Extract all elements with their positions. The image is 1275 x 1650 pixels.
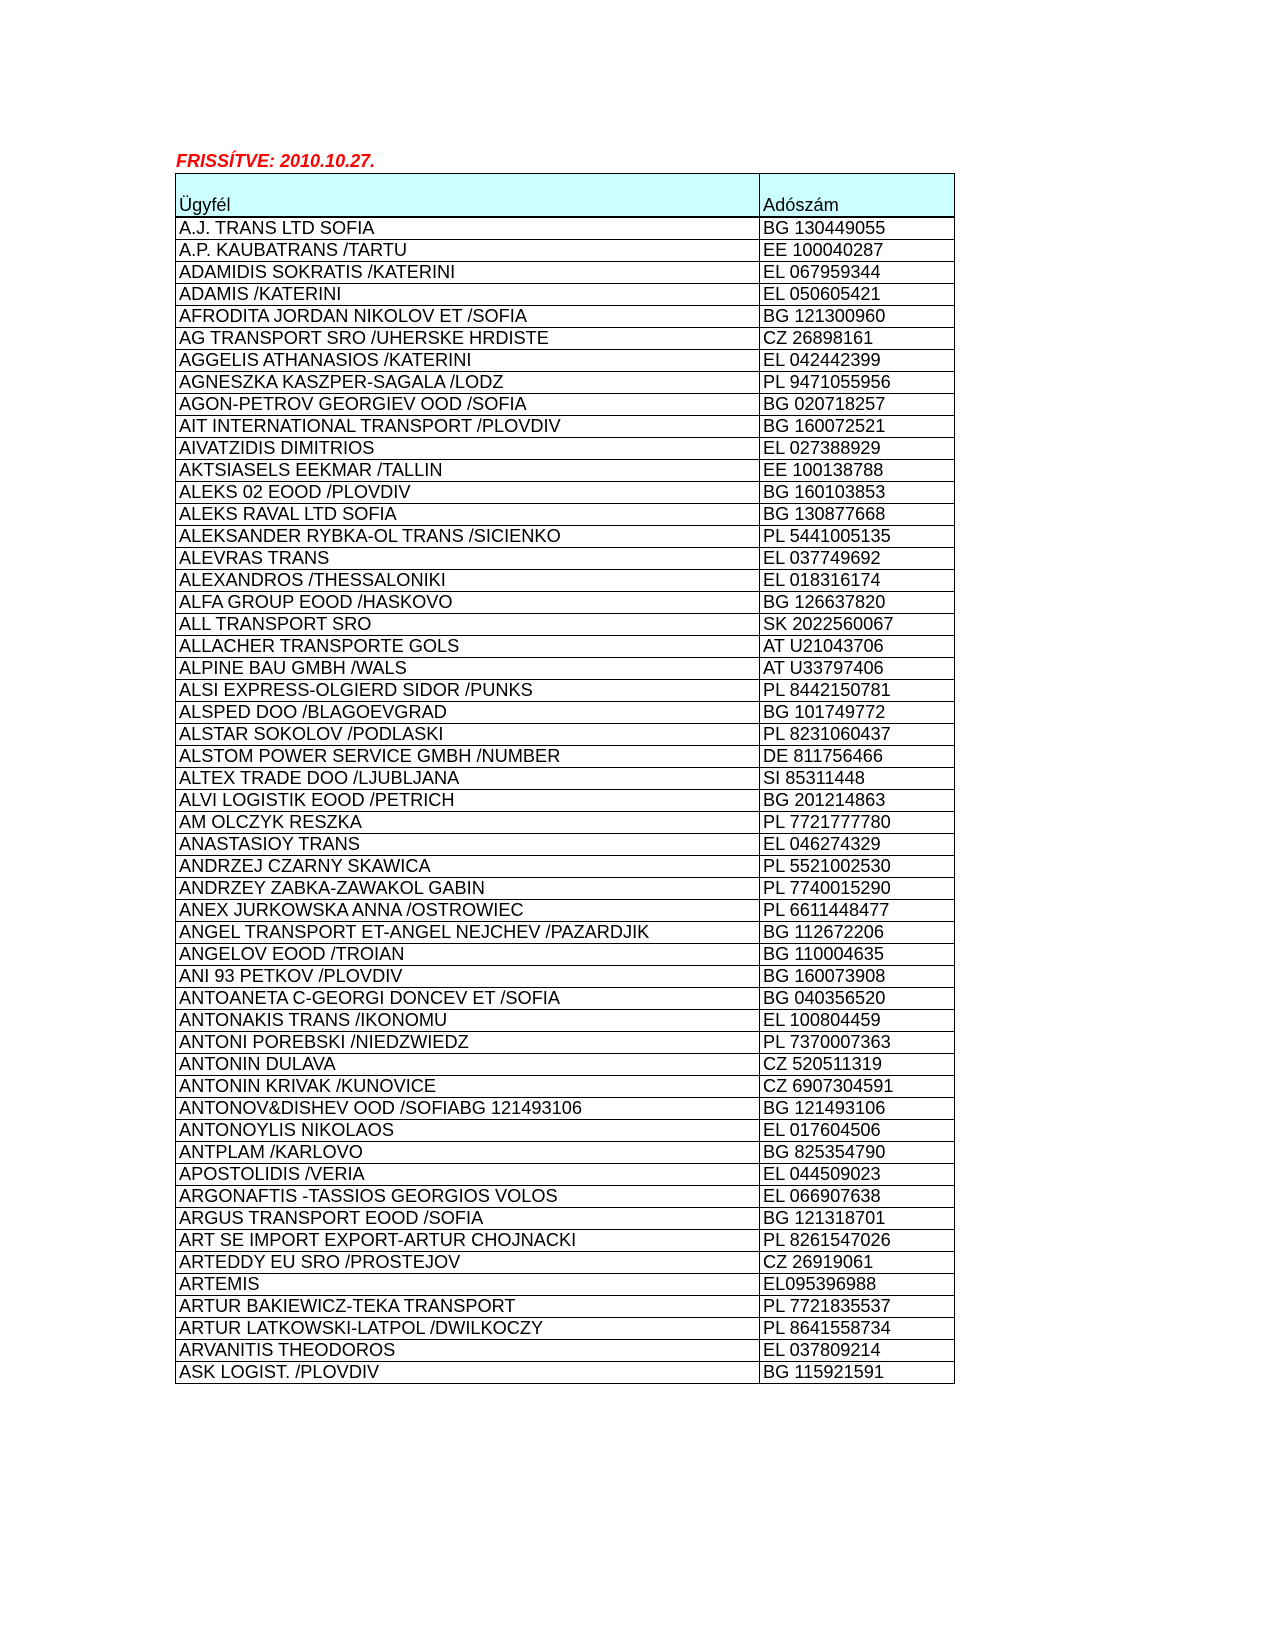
client-name-cell: ART SE IMPORT EXPORT-ARTUR CHOJNACKI xyxy=(176,1229,760,1251)
tax-number-cell: BG 130877668 xyxy=(760,503,955,525)
client-name-cell: ALSI EXPRESS-OLGIERD SIDOR /PUNKS xyxy=(176,679,760,701)
client-name-cell: ALEVRAS TRANS xyxy=(176,547,760,569)
client-name-cell: ANDRZEJ CZARNY SKAWICA xyxy=(176,855,760,877)
tax-number-cell: EL095396988 xyxy=(760,1273,955,1295)
table-row xyxy=(176,1339,955,1361)
tax-number-cell: BG 112672206 xyxy=(760,921,955,943)
tax-number-cell: EL 027388929 xyxy=(760,437,955,459)
tax-number-cell: BG 201214863 xyxy=(760,789,955,811)
client-name-cell: AGNESZKA KASZPER-SAGALA /LODZ xyxy=(176,371,760,393)
table-row xyxy=(176,393,955,415)
table-row xyxy=(176,811,955,833)
tax-number-cell: BG 130449055 xyxy=(760,217,955,240)
table-row xyxy=(176,1119,955,1141)
client-name-cell: ARTEMIS xyxy=(176,1273,760,1295)
table-row xyxy=(176,1053,955,1075)
tax-number-cell: BG 040356520 xyxy=(760,987,955,1009)
client-name-cell: ANTPLAM /KARLOVO xyxy=(176,1141,760,1163)
tax-number-cell: PL 7721835537 xyxy=(760,1295,955,1317)
tax-number-cell: EL 067959344 xyxy=(760,261,955,283)
client-name-cell: AIVATZIDIS DIMITRIOS xyxy=(176,437,760,459)
client-name-cell: ALSPED DOO /BLAGOEVGRAD xyxy=(176,701,760,723)
table-row xyxy=(176,987,955,1009)
tax-number-cell: PL 6611448477 xyxy=(760,899,955,921)
table-row xyxy=(176,283,955,305)
table-row xyxy=(176,349,955,371)
updated-date-label: FRISSÍTVE: 2010.10.27. xyxy=(176,151,376,171)
tax-number-cell: BG 121493106 xyxy=(760,1097,955,1119)
table-row xyxy=(176,1361,955,1383)
table-row xyxy=(176,371,955,393)
client-name-cell: AFRODITA JORDAN NIKOLOV ET /SOFIA xyxy=(176,305,760,327)
table-row xyxy=(176,635,955,657)
client-name-cell: ANTONIN KRIVAK /KUNOVICE xyxy=(176,1075,760,1097)
table-row xyxy=(176,1251,955,1273)
tax-number-cell: CZ 6907304591 xyxy=(760,1075,955,1097)
table-row xyxy=(176,1009,955,1031)
client-name-cell: ALL TRANSPORT SRO xyxy=(176,613,760,635)
client-name-cell: ARGUS TRANSPORT EOOD /SOFIA xyxy=(176,1207,760,1229)
table-row xyxy=(176,217,955,240)
header-tax-number: Adószám xyxy=(760,174,955,217)
table-row xyxy=(176,723,955,745)
tax-number-cell: BG 121318701 xyxy=(760,1207,955,1229)
tax-number-cell: SI 85311448 xyxy=(760,767,955,789)
tax-number-cell: CZ 26919061 xyxy=(760,1251,955,1273)
tax-number-cell: PL 8641558734 xyxy=(760,1317,955,1339)
table-row xyxy=(176,481,955,503)
tax-number-cell: DE 811756466 xyxy=(760,745,955,767)
table-row xyxy=(176,1185,955,1207)
tax-number-cell: EL 037749692 xyxy=(760,547,955,569)
client-name-cell: AKTSIASELS EEKMAR /TALLIN xyxy=(176,459,760,481)
tax-number-cell: CZ 26898161 xyxy=(760,327,955,349)
tax-number-cell: AT U21043706 xyxy=(760,635,955,657)
tax-number-cell: PL 8442150781 xyxy=(760,679,955,701)
table-row xyxy=(176,239,955,261)
table-row xyxy=(176,921,955,943)
client-name-cell: ASK LOGIST. /PLOVDIV xyxy=(176,1361,760,1383)
table-row xyxy=(176,1229,955,1251)
client-name-cell: ALTEX TRADE DOO /LJUBLJANA xyxy=(176,767,760,789)
table-row xyxy=(176,327,955,349)
tax-number-cell: PL 7370007363 xyxy=(760,1031,955,1053)
tax-number-cell: EL 044509023 xyxy=(760,1163,955,1185)
client-name-cell: A.J. TRANS LTD SOFIA xyxy=(176,217,760,240)
tax-number-cell: EL 018316174 xyxy=(760,569,955,591)
tax-number-cell: EL 100804459 xyxy=(760,1009,955,1031)
table-header-row xyxy=(176,174,955,217)
client-name-cell: ANTONIN DULAVA xyxy=(176,1053,760,1075)
client-name-cell: ALEKS RAVAL LTD SOFIA xyxy=(176,503,760,525)
tax-number-cell: EL 037809214 xyxy=(760,1339,955,1361)
tax-number-cell: BG 160073908 xyxy=(760,965,955,987)
table-row xyxy=(176,1295,955,1317)
table-row xyxy=(176,965,955,987)
table-row xyxy=(176,1273,955,1295)
table-row xyxy=(176,1141,955,1163)
table-row xyxy=(176,657,955,679)
client-name-cell: ARTUR LATKOWSKI-LATPOL /DWILKOCZY xyxy=(176,1317,760,1339)
table-row xyxy=(176,1097,955,1119)
client-name-cell: ALLACHER TRANSPORTE GOLS xyxy=(176,635,760,657)
tax-number-cell: SK 2022560067 xyxy=(760,613,955,635)
tax-number-cell: EE 100138788 xyxy=(760,459,955,481)
table-row xyxy=(176,547,955,569)
client-name-cell: ANTONAKIS TRANS /IKONOMU xyxy=(176,1009,760,1031)
client-name-cell: ANEX JURKOWSKA ANNA /OSTROWIEC xyxy=(176,899,760,921)
tax-number-cell: AT U33797406 xyxy=(760,657,955,679)
tax-number-cell: EL 017604506 xyxy=(760,1119,955,1141)
table-row xyxy=(176,591,955,613)
tax-number-cell: PL 5521002530 xyxy=(760,855,955,877)
table-row xyxy=(176,679,955,701)
client-name-cell: ALFA GROUP EOOD /HASKOVO xyxy=(176,591,760,613)
client-name-cell: ALEKS 02 EOOD /PLOVDIV xyxy=(176,481,760,503)
client-name-cell: ADAMIS /KATERINI xyxy=(176,283,760,305)
table-row xyxy=(176,789,955,811)
tax-number-cell: EL 042442399 xyxy=(760,349,955,371)
table-body xyxy=(176,217,955,1384)
client-tax-table xyxy=(175,173,955,1384)
table-row xyxy=(176,503,955,525)
client-name-cell: ARGONAFTIS -TASSIOS GEORGIOS VOLOS xyxy=(176,1185,760,1207)
tax-number-cell: PL 7740015290 xyxy=(760,877,955,899)
table-row xyxy=(176,833,955,855)
client-name-cell: ANTONOYLIS NIKOLAOS xyxy=(176,1119,760,1141)
client-name-cell: ANTONI POREBSKI /NIEDZWIEDZ xyxy=(176,1031,760,1053)
tax-number-cell: CZ 520511319 xyxy=(760,1053,955,1075)
tax-number-cell: PL 8261547026 xyxy=(760,1229,955,1251)
tax-number-cell: BG 101749772 xyxy=(760,701,955,723)
client-name-cell: ALSTAR SOKOLOV /PODLASKI xyxy=(176,723,760,745)
table-row xyxy=(176,525,955,547)
table-row xyxy=(176,613,955,635)
tax-number-cell: EL 050605421 xyxy=(760,283,955,305)
client-name-cell: ARTEDDY EU SRO /PROSTEJOV xyxy=(176,1251,760,1273)
tax-number-cell: PL 8231060437 xyxy=(760,723,955,745)
client-name-cell: ADAMIDIS SOKRATIS /KATERINI xyxy=(176,261,760,283)
client-name-cell: ALEKSANDER RYBKA-OL TRANS /SICIENKO xyxy=(176,525,760,547)
table-row xyxy=(176,1317,955,1339)
tax-number-cell: BG 160103853 xyxy=(760,481,955,503)
client-name-cell: AM OLCZYK RESZKA xyxy=(176,811,760,833)
client-name-cell: ARTUR BAKIEWICZ-TEKA TRANSPORT xyxy=(176,1295,760,1317)
client-name-cell: ANGEL TRANSPORT ET-ANGEL NEJCHEV /PAZARDJIK xyxy=(176,921,760,943)
table-row xyxy=(176,877,955,899)
tax-number-cell: BG 020718257 xyxy=(760,393,955,415)
tax-number-cell: BG 160072521 xyxy=(760,415,955,437)
client-name-cell: AIT INTERNATIONAL TRANSPORT /PLOVDIV xyxy=(176,415,760,437)
client-name-cell: ANTOANETA C-GEORGI DONCEV ET /SOFIA xyxy=(176,987,760,1009)
table-row xyxy=(176,1075,955,1097)
table-row xyxy=(176,1163,955,1185)
client-name-cell: ANGELOV EOOD /TROIAN xyxy=(176,943,760,965)
tax-number-cell: EL 046274329 xyxy=(760,833,955,855)
table-row xyxy=(176,1207,955,1229)
tax-number-cell: EL 066907638 xyxy=(760,1185,955,1207)
client-name-cell: ALVI LOGISTIK EOOD /PETRICH xyxy=(176,789,760,811)
table-row xyxy=(176,305,955,327)
tax-number-cell: BG 115921591 xyxy=(760,1361,955,1383)
tax-number-cell: PL 5441005135 xyxy=(760,525,955,547)
table-row xyxy=(176,855,955,877)
table-row xyxy=(176,1031,955,1053)
client-name-cell: ANDRZEY ZABKA-ZAWAKOL GABIN xyxy=(176,877,760,899)
client-name-cell: A.P. KAUBATRANS /TARTU xyxy=(176,239,760,261)
client-name-cell: AGON-PETROV GEORGIEV OOD /SOFIA xyxy=(176,393,760,415)
client-name-cell: AGGELIS ATHANASIOS /KATERINI xyxy=(176,349,760,371)
client-name-cell: ALSTOM POWER SERVICE GMBH /NUMBER xyxy=(176,745,760,767)
client-name-cell: ANTONOV&DISHEV OOD /SOFIABG 121493106 xyxy=(176,1097,760,1119)
client-name-cell: AG TRANSPORT SRO /UHERSKE HRDISTE xyxy=(176,327,760,349)
tax-number-cell: BG 825354790 xyxy=(760,1141,955,1163)
table-row xyxy=(176,261,955,283)
client-name-cell: ANASTASIOY TRANS xyxy=(176,833,760,855)
tax-number-cell: PL 9471055956 xyxy=(760,371,955,393)
tax-number-cell: PL 7721777780 xyxy=(760,811,955,833)
client-name-cell: ANI 93 PETKOV /PLOVDIV xyxy=(176,965,760,987)
table-row xyxy=(176,701,955,723)
tax-number-cell: BG 110004635 xyxy=(760,943,955,965)
table-row xyxy=(176,415,955,437)
table-row xyxy=(176,437,955,459)
client-name-cell: ALEXANDROS /THESSALONIKI xyxy=(176,569,760,591)
table-row xyxy=(176,767,955,789)
client-name-cell: ARVANITIS THEODOROS xyxy=(176,1339,760,1361)
table-row xyxy=(176,569,955,591)
table-row xyxy=(176,459,955,481)
table-row xyxy=(176,943,955,965)
tax-number-cell: BG 126637820 xyxy=(760,591,955,613)
tax-number-cell: BG 121300960 xyxy=(760,305,955,327)
client-name-cell: APOSTOLIDIS /VERIA xyxy=(176,1163,760,1185)
table-row xyxy=(176,899,955,921)
header-client: Ügyfél xyxy=(176,174,760,217)
tax-number-cell: EE 100040287 xyxy=(760,239,955,261)
client-name-cell: ALPINE BAU GMBH /WALS xyxy=(176,657,760,679)
table-row xyxy=(176,745,955,767)
